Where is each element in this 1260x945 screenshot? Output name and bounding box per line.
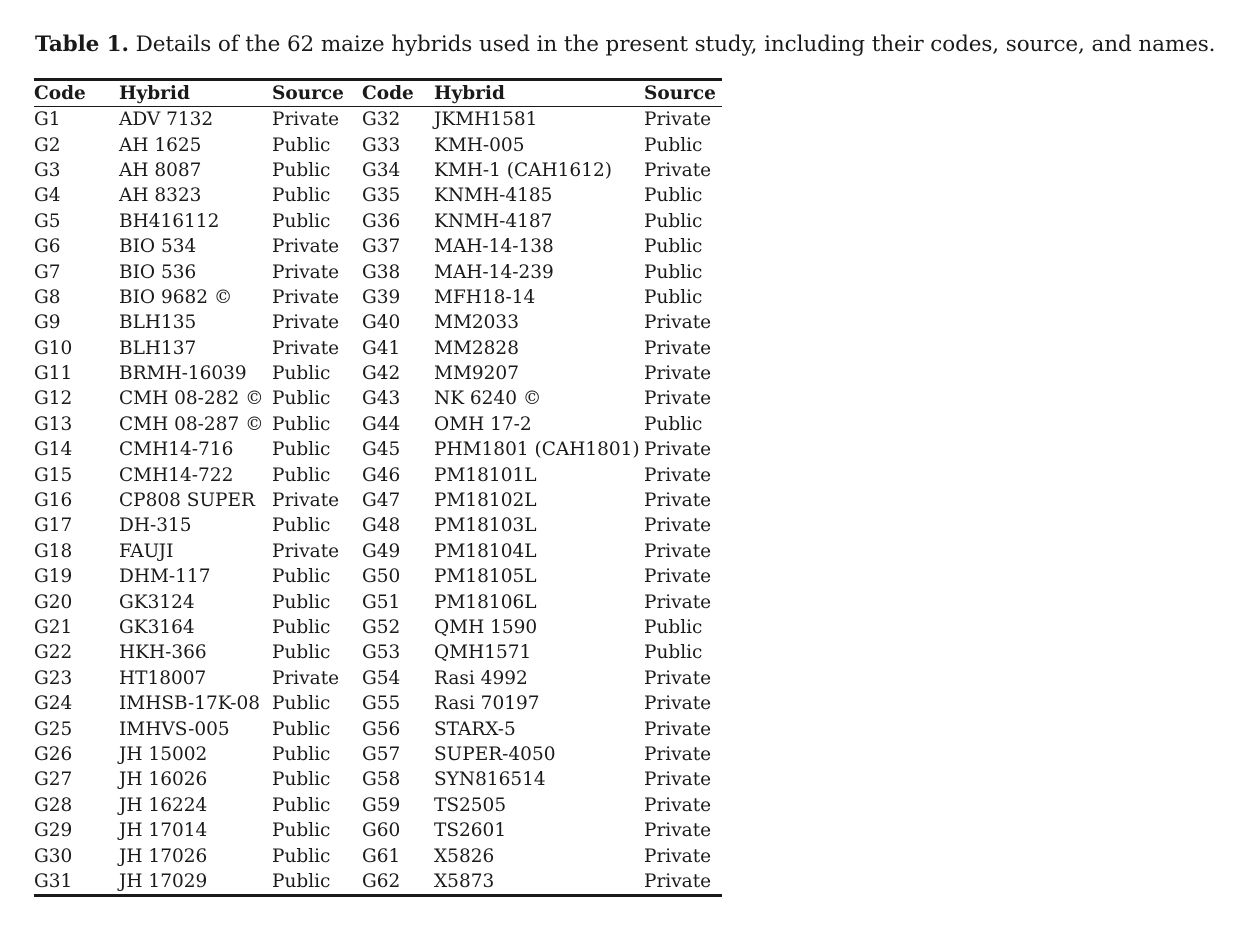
table-row <box>34 716 722 741</box>
table-row <box>34 361 722 386</box>
table-row <box>34 564 722 589</box>
cell-hybrid-left: CMH14-716 <box>119 439 234 461</box>
cell-hybrid-right: KMH-1 (CAH1612) <box>434 159 612 181</box>
cell-hybrid-left: BIO 536 <box>119 261 197 283</box>
table-body <box>34 107 722 896</box>
cell-hybrid-left: GK3124 <box>119 591 195 613</box>
cell-source-left: Public <box>272 693 331 715</box>
table-row <box>34 132 722 157</box>
cell-source-right: Private <box>644 591 712 613</box>
table-row <box>34 183 722 208</box>
cell-code-right: G46 <box>362 464 401 486</box>
cell-source-left: Public <box>272 439 331 461</box>
cell-code-left: G26 <box>34 743 73 765</box>
table-row <box>34 488 722 513</box>
cell-source-left: Public <box>272 363 331 385</box>
table-row <box>34 640 722 665</box>
cell-hybrid-right: NK 6240 © <box>434 388 542 410</box>
cell-code-right: G38 <box>362 261 401 283</box>
cell-source-right: Private <box>644 693 712 715</box>
header-code-left: Code <box>34 83 86 104</box>
cell-code-right: G42 <box>362 363 401 385</box>
cell-hybrid-left: JH 16026 <box>119 769 208 791</box>
cell-code-left: G22 <box>34 642 73 664</box>
cell-code-left: G5 <box>34 210 61 232</box>
cell-source-left: Private <box>272 490 340 512</box>
cell-code-left: G8 <box>34 286 61 308</box>
table-row <box>34 412 722 437</box>
cell-code-right: G32 <box>362 109 401 131</box>
cell-hybrid-right: JKMH1581 <box>434 109 538 131</box>
table-row <box>34 462 722 487</box>
cell-hybrid-left: CMH 08-282 © <box>119 388 264 410</box>
cell-hybrid-right: PM18102L <box>434 490 537 512</box>
cell-source-right: Private <box>644 337 712 359</box>
cell-hybrid-left: CMH 08-287 © <box>119 413 264 435</box>
cell-source-right: Private <box>644 794 712 816</box>
cell-hybrid-left: JH 17029 <box>119 870 208 892</box>
cell-source-left: Public <box>272 769 331 791</box>
cell-code-right: G58 <box>362 769 401 791</box>
cell-hybrid-left: HT18007 <box>119 667 207 689</box>
cell-code-left: G28 <box>34 794 73 816</box>
table-caption-label: Table 1. <box>35 32 129 57</box>
cell-code-left: G21 <box>34 617 73 638</box>
cell-code-right: G49 <box>362 540 401 562</box>
cell-code-left: G12 <box>34 388 73 410</box>
cell-hybrid-right: PM18106L <box>434 591 537 613</box>
cell-source-right: Private <box>644 363 712 385</box>
cell-source-right: Public <box>644 236 703 258</box>
cell-code-right: G53 <box>362 642 401 664</box>
table-row <box>34 336 722 361</box>
cell-code-left: G20 <box>34 591 73 613</box>
header-hybrid-left: Hybrid <box>119 83 190 104</box>
cell-source-left: Private <box>272 667 340 689</box>
cell-hybrid-right: PM18101L <box>434 464 537 486</box>
cell-hybrid-left: BLH135 <box>119 312 197 334</box>
cell-code-left: G30 <box>34 845 73 867</box>
cell-hybrid-right: MM2033 <box>434 312 519 334</box>
cell-code-right: G56 <box>362 718 401 740</box>
table-row <box>34 107 722 133</box>
cell-code-right: G35 <box>362 185 401 207</box>
cell-hybrid-left: JH 16224 <box>119 794 208 816</box>
table-caption <box>35 32 1215 57</box>
cell-hybrid-right: KNMH-4185 <box>434 185 553 207</box>
cell-hybrid-right: MAH-14-239 <box>434 261 554 283</box>
cell-source-left: Private <box>272 286 340 308</box>
cell-hybrid-right: MM2828 <box>434 337 519 359</box>
cell-source-left: Public <box>272 642 331 664</box>
cell-hybrid-right: X5826 <box>434 845 495 867</box>
cell-code-right: G34 <box>362 159 401 181</box>
cell-code-left: G31 <box>34 870 73 892</box>
cell-hybrid-right: MM9207 <box>434 363 519 385</box>
cell-code-right: G57 <box>362 743 401 765</box>
cell-source-right: Private <box>644 743 712 765</box>
cell-hybrid-right: QMH1571 <box>434 642 532 664</box>
cell-code-right: G60 <box>362 820 401 842</box>
table-row <box>34 539 722 564</box>
cell-source-right: Public <box>644 261 703 283</box>
cell-hybrid-right: TS2601 <box>434 820 507 842</box>
cell-source-left: Private <box>272 540 340 562</box>
cell-source-right: Public <box>644 210 703 232</box>
cell-hybrid-left: DHM-117 <box>119 566 211 588</box>
cell-code-left: G15 <box>34 464 73 486</box>
cell-source-left: Public <box>272 566 331 588</box>
table-row <box>34 691 722 716</box>
cell-code-right: G52 <box>362 617 401 638</box>
cell-code-left: G18 <box>34 540 73 562</box>
cell-hybrid-right: KMH-005 <box>434 134 525 156</box>
table-header <box>34 80 722 107</box>
cell-hybrid-left: AH 1625 <box>119 134 202 156</box>
cell-hybrid-right: MFH18-14 <box>434 286 536 308</box>
cell-code-left: G16 <box>34 490 73 512</box>
table-row <box>34 513 722 538</box>
cell-code-left: G23 <box>34 667 73 689</box>
cell-source-right: Private <box>644 566 712 588</box>
table-row <box>34 843 722 868</box>
cell-code-left: G3 <box>34 159 61 181</box>
header-code-right: Code <box>362 83 414 104</box>
cell-code-left: G11 <box>34 363 73 385</box>
table-row <box>34 234 722 259</box>
cell-source-left: Public <box>272 743 331 765</box>
cell-code-left: G10 <box>34 337 73 359</box>
cell-source-right: Private <box>644 439 712 461</box>
cell-hybrid-right: Rasi 70197 <box>434 693 540 715</box>
cell-code-right: G47 <box>362 490 401 512</box>
cell-source-right: Public <box>644 617 703 638</box>
cell-hybrid-left: BLH137 <box>119 337 197 359</box>
cell-source-left: Public <box>272 617 331 638</box>
cell-code-right: G55 <box>362 693 401 715</box>
cell-source-left: Public <box>272 845 331 867</box>
cell-source-right: Private <box>644 159 712 181</box>
cell-code-right: G61 <box>362 845 401 867</box>
cell-source-right: Private <box>644 388 712 410</box>
table-row <box>34 285 722 310</box>
cell-source-left: Public <box>272 820 331 842</box>
header-source-left: Source <box>272 83 344 104</box>
cell-code-right: G33 <box>362 134 401 156</box>
cell-source-right: Private <box>644 718 712 740</box>
cell-source-left: Public <box>272 591 331 613</box>
cell-code-right: G50 <box>362 566 401 588</box>
cell-source-right: Private <box>644 667 712 689</box>
hybrids-table <box>34 78 722 897</box>
table-row <box>34 589 722 614</box>
cell-source-right: Private <box>644 870 712 892</box>
cell-source-left: Public <box>272 718 331 740</box>
cell-source-right: Public <box>644 185 703 207</box>
table-row <box>34 666 722 691</box>
cell-hybrid-right: X5873 <box>434 870 495 892</box>
cell-source-left: Private <box>272 312 340 334</box>
header-hybrid-right: Hybrid <box>434 83 505 104</box>
cell-code-left: G19 <box>34 566 73 588</box>
cell-code-left: G13 <box>34 413 73 435</box>
cell-code-left: G4 <box>34 185 61 207</box>
cell-source-left: Private <box>272 236 340 258</box>
table-row <box>34 818 722 843</box>
cell-hybrid-left: JH 17026 <box>119 845 208 867</box>
table-row <box>34 386 722 411</box>
cell-source-right: Private <box>644 464 712 486</box>
cell-hybrid-right: PM18103L <box>434 515 537 537</box>
cell-source-left: Public <box>272 794 331 816</box>
cell-hybrid-right: KNMH-4187 <box>434 210 553 232</box>
cell-hybrid-left: BH416112 <box>119 210 220 232</box>
cell-hybrid-left: GK3164 <box>119 617 195 638</box>
cell-code-left: G25 <box>34 718 73 740</box>
cell-source-left: Private <box>272 337 340 359</box>
cell-source-left: Public <box>272 185 331 207</box>
cell-code-right: G54 <box>362 667 401 689</box>
cell-source-right: Public <box>644 642 703 664</box>
cell-code-left: G14 <box>34 439 73 461</box>
cell-hybrid-right: STARX-5 <box>434 718 516 740</box>
cell-hybrid-left: IMHVS-005 <box>119 718 230 740</box>
cell-source-left: Public <box>272 870 331 892</box>
cell-source-right: Public <box>644 286 703 308</box>
cell-hybrid-right: PM18104L <box>434 540 537 562</box>
cell-source-right: Public <box>644 413 703 435</box>
cell-hybrid-right: SYN816514 <box>434 769 546 791</box>
cell-hybrid-right: PHM1801 (CAH1801) <box>434 439 640 461</box>
cell-hybrid-right: Rasi 4992 <box>434 667 528 689</box>
cell-source-left: Public <box>272 210 331 232</box>
cell-hybrid-left: ADV 7132 <box>119 109 214 131</box>
cell-source-right: Private <box>644 515 712 537</box>
table-row <box>34 209 722 234</box>
cell-source-right: Private <box>644 540 712 562</box>
cell-code-left: G7 <box>34 261 61 283</box>
cell-code-right: G45 <box>362 439 401 461</box>
table-row <box>34 742 722 767</box>
cell-code-left: G1 <box>34 109 61 131</box>
table-caption-text: Details of the 62 maize hybrids used in the present study, including their codes, source, and names. <box>128 32 1216 57</box>
cell-hybrid-right: PM18105L <box>434 566 537 588</box>
table-row <box>34 869 722 896</box>
cell-source-right: Private <box>644 769 712 791</box>
cell-code-right: G43 <box>362 388 401 410</box>
table-row <box>34 767 722 792</box>
cell-hybrid-left: JH 15002 <box>119 743 208 765</box>
cell-source-right: Private <box>644 490 712 512</box>
cell-hybrid-left: CP808 SUPER <box>119 490 255 512</box>
header-source-right: Source <box>644 83 716 104</box>
cell-source-left: Public <box>272 515 331 537</box>
cell-code-right: G59 <box>362 794 401 816</box>
cell-code-right: G51 <box>362 591 401 613</box>
cell-hybrid-right: OMH 17-2 <box>434 413 532 435</box>
header-row <box>34 80 722 107</box>
cell-code-left: G29 <box>34 820 73 842</box>
cell-source-left: Public <box>272 413 331 435</box>
cell-hybrid-left: DH-315 <box>119 515 192 537</box>
cell-source-left: Public <box>272 464 331 486</box>
cell-source-right: Private <box>644 312 712 334</box>
cell-hybrid-right: MAH-14-138 <box>434 236 554 258</box>
table-row <box>34 310 722 335</box>
cell-hybrid-left: AH 8087 <box>119 159 202 181</box>
cell-code-right: G44 <box>362 413 401 435</box>
cell-hybrid-left: BIO 534 <box>119 236 197 258</box>
cell-hybrid-left: BRMH-16039 <box>119 363 247 385</box>
cell-code-right: G36 <box>362 210 401 232</box>
cell-source-right: Public <box>644 134 703 156</box>
cell-source-right: Private <box>644 820 712 842</box>
cell-code-left: G27 <box>34 769 73 791</box>
cell-source-left: Public <box>272 159 331 181</box>
table-row <box>34 437 722 462</box>
cell-hybrid-right: QMH 1590 <box>434 617 538 638</box>
cell-hybrid-right: TS2505 <box>434 794 507 816</box>
table-row <box>34 158 722 183</box>
cell-code-right: G37 <box>362 236 401 258</box>
cell-hybrid-left: BIO 9682 © <box>119 286 233 308</box>
cell-source-left: Public <box>272 388 331 410</box>
cell-code-left: G6 <box>34 236 61 258</box>
cell-source-right: Private <box>644 845 712 867</box>
table-row <box>34 793 722 818</box>
cell-source-left: Private <box>272 261 340 283</box>
cell-hybrid-left: AH 8323 <box>119 185 202 207</box>
cell-code-left: G24 <box>34 693 73 715</box>
cell-code-right: G41 <box>362 337 401 359</box>
cell-source-right: Private <box>644 109 712 131</box>
cell-hybrid-right: SUPER-4050 <box>434 743 556 765</box>
cell-code-right: G39 <box>362 286 401 308</box>
cell-code-right: G62 <box>362 870 401 892</box>
cell-code-right: G48 <box>362 515 401 537</box>
cell-hybrid-left: JH 17014 <box>119 820 208 842</box>
table-row <box>34 615 722 640</box>
cell-hybrid-left: IMHSB-17K-08 <box>119 693 261 715</box>
cell-source-left: Public <box>272 134 331 156</box>
cell-code-left: G9 <box>34 312 61 334</box>
cell-code-left: G17 <box>34 515 73 537</box>
cell-hybrid-left: HKH-366 <box>119 642 207 664</box>
cell-source-left: Private <box>272 109 340 131</box>
cell-code-left: G2 <box>34 134 61 156</box>
cell-hybrid-left: FAUJI <box>119 540 174 562</box>
cell-hybrid-left: CMH14-722 <box>119 464 234 486</box>
cell-code-right: G40 <box>362 312 401 334</box>
table-row <box>34 259 722 284</box>
